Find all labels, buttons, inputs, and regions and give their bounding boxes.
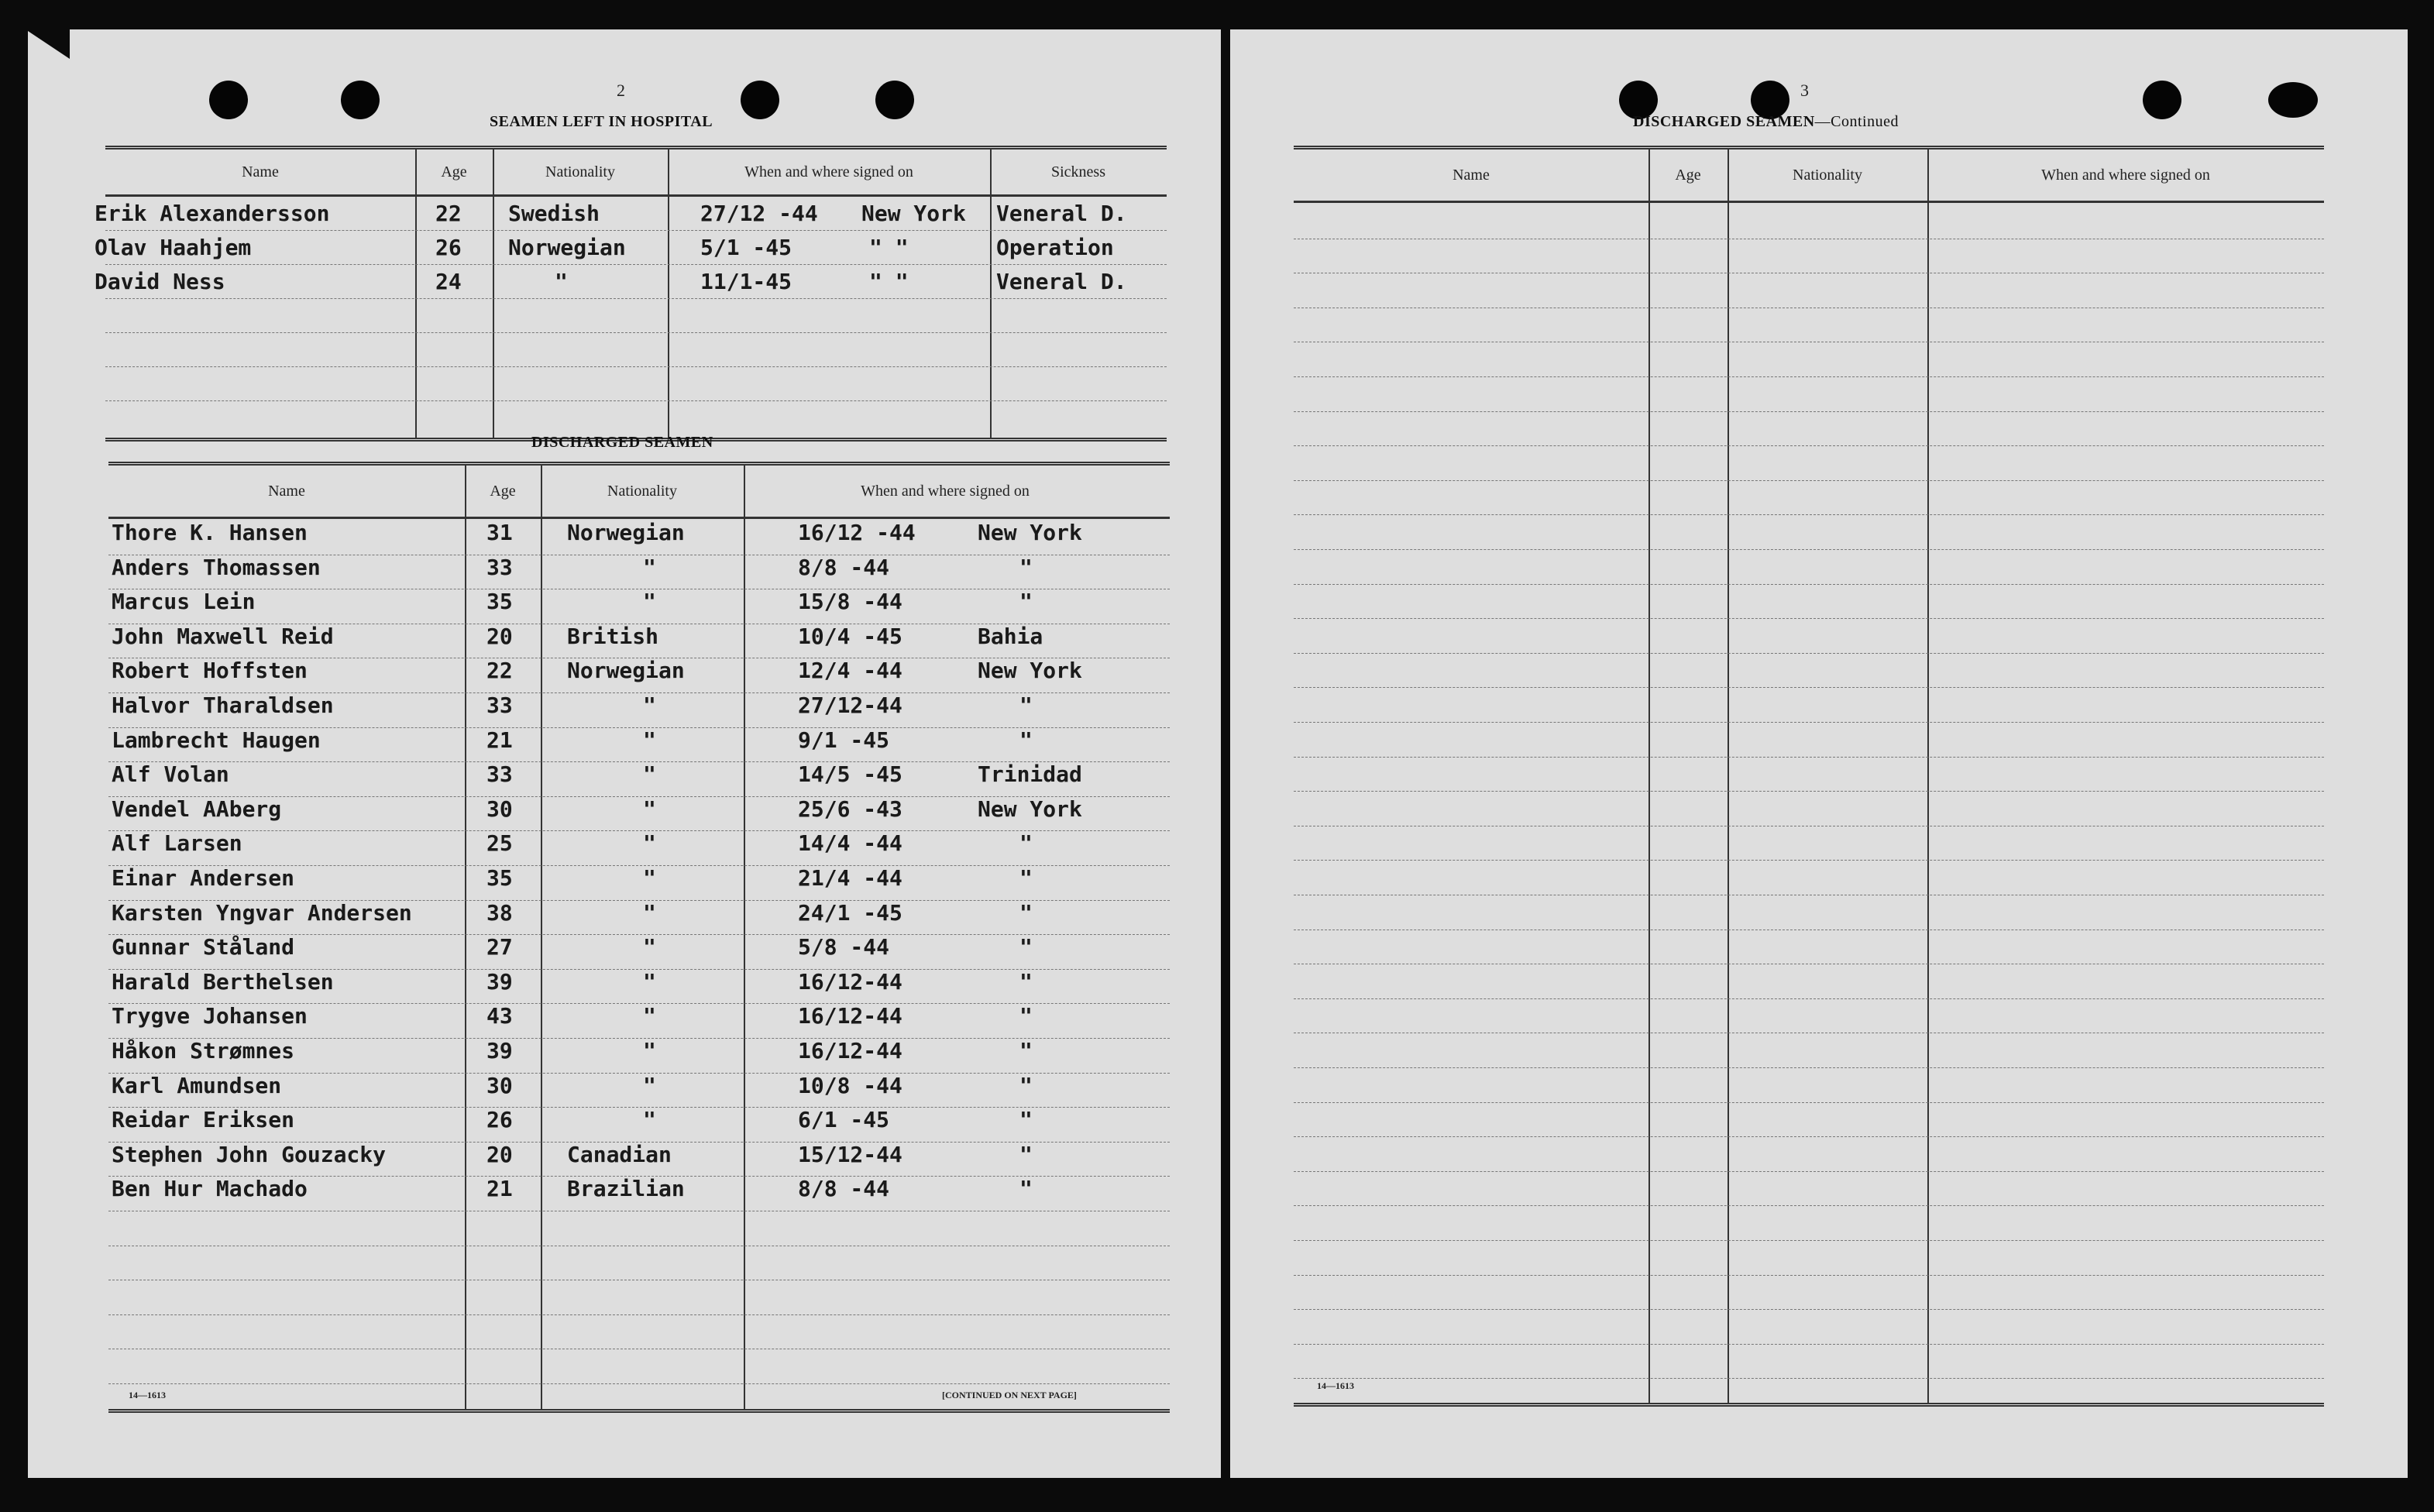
col-header-name: Name — [268, 482, 305, 500]
punch-hole — [741, 81, 779, 119]
nationality-cell: " — [643, 589, 656, 615]
age-cell: 39 — [486, 968, 513, 995]
name-cell: Stephen John Gouzacky — [112, 1141, 387, 1167]
nationality-cell: " — [643, 865, 656, 891]
table-row — [108, 900, 1170, 935]
col-header-signed-on: When and where signed on — [744, 163, 913, 180]
name-cell: Trygve Johansen — [112, 1003, 308, 1029]
place-cell: " — [1019, 692, 1033, 718]
date-cell: 15/8 -44 — [798, 589, 902, 615]
nationality-cell: " — [643, 899, 656, 926]
name-cell: Alf Volan — [112, 761, 229, 788]
nationality-cell: Norwegian — [567, 520, 685, 545]
age-cell: 26 — [486, 1107, 513, 1133]
date-cell: 10/8 -44 — [798, 1072, 902, 1098]
table-row — [95, 235, 1167, 269]
age-cell: 33 — [486, 692, 513, 718]
punch-hole — [209, 81, 248, 119]
name-cell: John Maxwell Reid — [112, 623, 334, 649]
place-cell: " — [1019, 1003, 1033, 1029]
name-cell: Anders Thomassen — [112, 554, 321, 580]
place-cell: " " — [869, 235, 909, 260]
age-cell: 26 — [435, 235, 462, 260]
punch-hole — [2143, 81, 2181, 119]
col-header-name: Name — [242, 163, 279, 180]
age-cell: 30 — [486, 796, 513, 822]
place-cell: Trinidad — [978, 761, 1082, 788]
punch-hole — [875, 81, 914, 119]
nationality-cell: Norwegian — [508, 235, 626, 260]
table-row — [108, 796, 1170, 831]
date-cell: 16/12 -44 — [798, 520, 916, 545]
date-cell: 25/6 -43 — [798, 796, 902, 822]
place-cell: " — [1019, 554, 1033, 580]
place-cell: " — [1019, 1038, 1033, 1064]
nationality-cell: Canadian — [567, 1141, 672, 1167]
name-cell: Harald Berthelsen — [112, 968, 334, 995]
name-cell: Olav Haahjem — [95, 235, 252, 260]
name-cell: Thore K. Hansen — [112, 520, 308, 545]
name-cell: Halvor Tharaldsen — [112, 692, 334, 718]
date-cell: 8/8 -44 — [798, 1176, 890, 1202]
age-cell: 31 — [486, 520, 513, 545]
name-cell: Marcus Lein — [112, 589, 256, 615]
page-number: 3 — [1800, 81, 1809, 100]
date-cell: 14/4 -44 — [798, 830, 902, 857]
name-cell: David Ness — [95, 269, 225, 294]
nationality-cell: " — [643, 727, 656, 753]
place-cell: " — [1019, 1141, 1033, 1167]
col-header-sickness: Sickness — [1051, 163, 1105, 180]
nationality-cell: " — [643, 1003, 656, 1029]
sickness-cell: Veneral D. — [996, 201, 1127, 226]
nationality-cell: " — [643, 554, 656, 580]
name-cell: Einar Andersen — [112, 865, 295, 891]
date-cell: 14/5 -45 — [798, 761, 902, 788]
place-cell: " " — [869, 269, 909, 294]
age-cell: 33 — [486, 554, 513, 580]
nationality-cell: Brazilian — [567, 1176, 685, 1202]
sickness-cell: Operation — [996, 235, 1114, 260]
date-cell: 16/12-44 — [798, 1038, 902, 1064]
table-row — [108, 865, 1170, 900]
age-cell: 39 — [486, 1038, 513, 1064]
table-row — [108, 1107, 1170, 1142]
table-row — [108, 1142, 1170, 1177]
place-cell: " — [1019, 899, 1033, 926]
age-cell: 38 — [486, 899, 513, 926]
table-row — [95, 201, 1167, 235]
table-row — [108, 761, 1170, 796]
page-number: 2 — [617, 81, 625, 100]
title-main: DISCHARGED SEAMEN — [1633, 113, 1815, 130]
age-cell: 22 — [486, 658, 513, 684]
nationality-cell: " — [643, 934, 656, 960]
table-row — [108, 520, 1170, 555]
col-header-age: Age — [441, 163, 467, 180]
table-row — [108, 969, 1170, 1004]
date-cell: 27/12-44 — [798, 692, 902, 718]
nationality-cell: " — [643, 796, 656, 822]
age-cell: 20 — [486, 1141, 513, 1167]
table-row — [108, 555, 1170, 589]
nationality-cell: " — [643, 968, 656, 995]
nationality-cell: " — [643, 1107, 656, 1133]
place-cell: New York — [978, 658, 1082, 684]
place-cell: " — [1019, 1072, 1033, 1098]
age-cell: 33 — [486, 761, 513, 788]
date-cell: 24/1 -45 — [798, 899, 902, 926]
table-row — [108, 830, 1170, 865]
punch-hole — [2268, 82, 2318, 118]
age-cell: 25 — [486, 830, 513, 857]
date-cell: 16/12-44 — [798, 968, 902, 995]
age-cell: 22 — [435, 201, 462, 226]
date-cell: 9/1 -45 — [798, 727, 890, 753]
age-cell: 35 — [486, 589, 513, 615]
name-cell: Håkon Strømnes — [112, 1038, 295, 1064]
discharged-table — [108, 462, 1170, 1413]
table-row — [108, 589, 1170, 624]
col-header-signed-on: When and where signed on — [2041, 166, 2210, 184]
place-cell: " — [1019, 934, 1033, 960]
place-cell: New York — [978, 520, 1082, 545]
place-cell: " — [1019, 830, 1033, 857]
nationality-cell: " — [643, 830, 656, 857]
name-cell: Vendel AAberg — [112, 796, 282, 822]
nationality-cell: " — [643, 692, 656, 718]
name-cell: Karl Amundsen — [112, 1072, 282, 1098]
right-page — [1230, 29, 2408, 1478]
hospital-table — [95, 146, 1167, 442]
age-cell: 27 — [486, 934, 513, 960]
table-row — [108, 624, 1170, 658]
col-header-age: Age — [490, 482, 516, 500]
sickness-cell: Veneral D. — [996, 269, 1127, 294]
place-cell: New York — [861, 201, 966, 226]
name-cell: Lambrecht Haugen — [112, 727, 321, 753]
left-page — [28, 29, 1221, 1478]
col-header-nationality: Nationality — [1793, 166, 1862, 184]
table-row — [108, 727, 1170, 762]
nationality-cell: Norwegian — [567, 658, 685, 684]
name-cell: Reidar Eriksen — [112, 1107, 295, 1133]
place-cell: " — [1019, 865, 1033, 891]
nationality-cell: " — [555, 269, 568, 294]
table-row — [108, 1003, 1170, 1038]
table-row — [108, 934, 1170, 969]
form-number: 14—1613 — [1317, 1380, 1354, 1391]
date-cell: 21/4 -44 — [798, 865, 902, 891]
form-number: 14—1613 — [129, 1390, 166, 1400]
name-cell: Alf Larsen — [112, 830, 242, 857]
table-row — [108, 1176, 1170, 1211]
col-header-age: Age — [1675, 166, 1701, 184]
place-cell: New York — [978, 796, 1082, 822]
date-cell: 15/12-44 — [798, 1141, 902, 1167]
age-cell: 43 — [486, 1003, 513, 1029]
age-cell: 21 — [486, 1176, 513, 1202]
table-row — [95, 269, 1167, 303]
date-cell: 10/4 -45 — [798, 623, 902, 649]
hospital-section-title: SEAMEN LEFT IN HOSPITAL — [490, 113, 713, 130]
title-continued: —Continued — [1814, 113, 1899, 130]
place-cell: " — [1019, 727, 1033, 753]
punch-hole — [341, 81, 380, 119]
nationality-cell: " — [643, 1038, 656, 1064]
date-cell: 27/12 -44 — [700, 201, 818, 226]
date-cell: 6/1 -45 — [798, 1107, 890, 1133]
name-cell: Karsten Yngvar Andersen — [112, 899, 412, 926]
date-cell: 8/8 -44 — [798, 554, 890, 580]
age-cell: 21 — [486, 727, 513, 753]
discharged-continued-table — [1294, 146, 2324, 1407]
nationality-cell: " — [643, 1072, 656, 1098]
col-header-nationality: Nationality — [607, 482, 677, 500]
nationality-cell: " — [643, 761, 656, 788]
col-header-signed-on: When and where signed on — [861, 482, 1030, 500]
age-cell: 30 — [486, 1072, 513, 1098]
place-cell: " — [1019, 968, 1033, 995]
name-cell: Gunnar Ståland — [112, 934, 295, 960]
nationality-cell: Swedish — [508, 201, 600, 226]
place-cell: Bahia — [978, 623, 1043, 649]
date-cell: 5/8 -44 — [798, 934, 890, 960]
col-header-name: Name — [1452, 166, 1490, 184]
place-cell: " — [1019, 1107, 1033, 1133]
table-row — [108, 692, 1170, 727]
name-cell: Erik Alexandersson — [95, 201, 330, 226]
place-cell: " — [1019, 1176, 1033, 1202]
continued-note: [CONTINUED ON NEXT PAGE] — [942, 1390, 1077, 1400]
discharged-continued-title — [1633, 113, 1899, 131]
date-cell: 16/12-44 — [798, 1003, 902, 1029]
date-cell: 5/1 -45 — [700, 235, 792, 260]
discharged-section-title: DISCHARGED SEAMEN — [531, 434, 713, 451]
age-cell: 35 — [486, 865, 513, 891]
nationality-cell: British — [567, 623, 659, 649]
date-cell: 11/1-45 — [700, 269, 792, 294]
col-header-nationality: Nationality — [545, 163, 615, 180]
table-row — [108, 1038, 1170, 1073]
table-row — [108, 658, 1170, 692]
place-cell: " — [1019, 589, 1033, 615]
name-cell: Robert Hoffsten — [112, 658, 308, 684]
age-cell: 20 — [486, 623, 513, 649]
date-cell: 12/4 -44 — [798, 658, 902, 684]
age-cell: 24 — [435, 269, 462, 294]
folded-corner — [23, 28, 70, 59]
table-row — [108, 1073, 1170, 1108]
name-cell: Ben Hur Machado — [112, 1176, 308, 1202]
